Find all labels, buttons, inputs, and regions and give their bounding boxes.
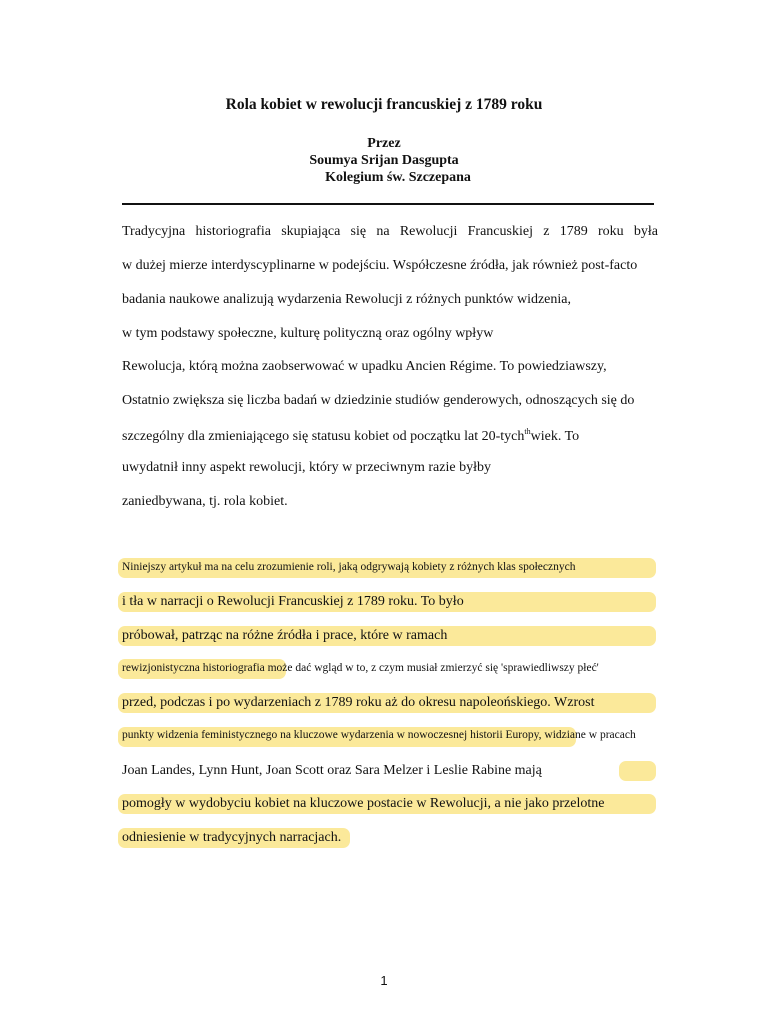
- ordinal-superscript: th: [524, 427, 531, 436]
- p2-line-6: punkty widzenia feministycznego na kluczowe wydarzenia w nowoczesnej historii Europy, widziane w pracach: [122, 729, 636, 741]
- p2-line-5: przed, podczas i po wydarzeniach z 1789 roku aż do okresu napoleońskiego. Wzrost: [122, 695, 595, 710]
- author-name: Soumya Srijan Dasgupta: [309, 153, 459, 168]
- p1-line-7-text: szczególny dla zmieniającego się statusu kobiet od początku lat 20-tych: [122, 429, 525, 444]
- p1-line-6: Ostatnio zwiększa się liczba badań w dziedzinie studiów genderowych, odnoszących się do: [122, 393, 635, 408]
- institution-name: Kolegium św. Szczepana: [325, 170, 471, 185]
- byline-prefix: Przez: [367, 136, 401, 151]
- p1-line-5: Rewolucja, którą można zaobserwować w upadku Ancien Régime. To powiedziawszy,: [122, 359, 607, 374]
- p1-line-1: Tradycyjna historiografia skupiająca się na Rewolucji Francuskiej z 1789 roku była: [122, 224, 658, 239]
- p1-line-7: [122, 427, 579, 445]
- p2-line-1: Niniejszy artykuł ma na celu zrozumienie roli, jaką odgrywają kobiety z różnych klas społecznych: [122, 561, 576, 573]
- p1-line-2: w dużej mierze interdyscyplinarne w podejściu. Współczesne źródła, jak również post-facto: [122, 258, 638, 273]
- p1-line-8: uwydatnił inny aspekt rewolucji, który w przeciwnym razie byłby: [122, 460, 491, 475]
- p2-line-8: pomogły w wydobyciu kobiet na kluczowe postacie w Rewolucji, a nie jako przelotne: [122, 796, 605, 811]
- document-title: Rola kobiet w rewolucji francuskiej z 1789 roku: [225, 96, 543, 113]
- p1-line-9: zaniedbywana, tj. rola kobiet.: [122, 494, 288, 509]
- p2-line-3: próbował, patrząc na różne źródła i prace, które w ramach: [122, 628, 448, 643]
- p2-line-4: rewizjonistyczna historiografia może dać wgląd w to, z czym musiał zmierzyć się 'sprawiedliwszy płeć': [122, 662, 599, 674]
- p2-line-9: odniesienie w tradycyjnych narracjach.: [122, 830, 342, 845]
- highlight-mark: [619, 761, 656, 781]
- p2-line-7: Joan Landes, Lynn Hunt, Joan Scott oraz Sara Melzer i Leslie Rabine mają: [122, 763, 542, 778]
- title-divider: [122, 203, 654, 205]
- p1-line-3: badania naukowe analizują wydarzenia Rewolucji z różnych punktów widzenia,: [122, 292, 571, 307]
- p2-line-2: i tła w narracji o Rewolucji Francuskiej z 1789 roku. To było: [122, 594, 464, 609]
- p1-line-4: w tym podstawy społeczne, kulturę polityczną oraz ogólny wpływ: [122, 326, 494, 341]
- page-number: 1: [380, 973, 388, 988]
- p1-line-7-text-end: wiek. To: [530, 429, 580, 444]
